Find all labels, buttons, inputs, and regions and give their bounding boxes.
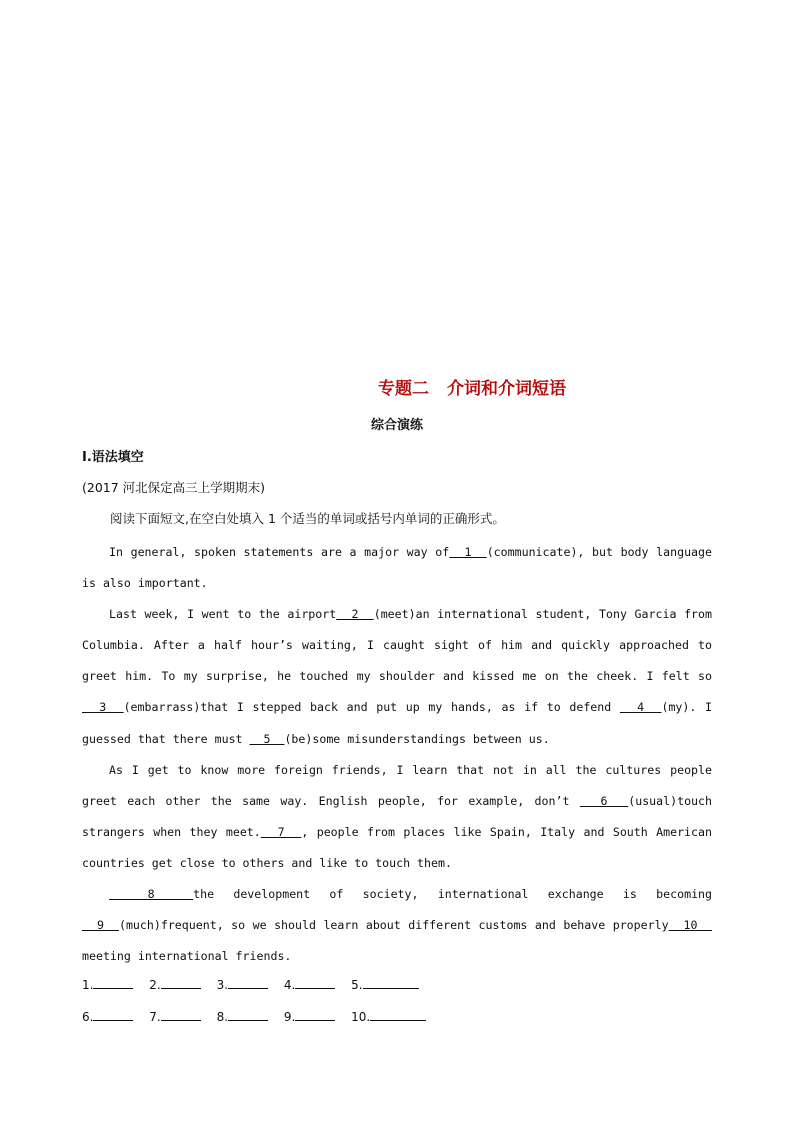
- answer-line[interactable]: [370, 1008, 426, 1021]
- text-run: the development of society, international exchange is becoming: [193, 887, 713, 902]
- section-heading: Ⅰ.语法填空: [82, 450, 144, 465]
- text-run: In general, spoken statements are a major way of: [109, 545, 450, 559]
- answer-row-1: [82, 976, 431, 992]
- paragraph-2: [82, 599, 712, 754]
- text-run: (meet)an international student, Tony Garcia from Columbia. After a half hour’s waiting, I caught sight of him and quickly approached to greet him. To my surprise, he touched my shoulder and kissed me on the cheek. I felt so: [82, 607, 712, 684]
- answer-number: 9.: [283, 1010, 296, 1024]
- answer-slot-4: [284, 976, 335, 992]
- answer-line[interactable]: [295, 1008, 335, 1021]
- answer-number: 4.: [283, 978, 296, 992]
- text-run: (usual)touch strangers when they meet.: [82, 793, 712, 839]
- blank-9: 9: [82, 918, 119, 933]
- answer-line[interactable]: [93, 1008, 133, 1021]
- section-subtitle: 综合演练: [370, 418, 423, 433]
- answer-line[interactable]: [93, 976, 133, 989]
- answer-number: 7.: [149, 1010, 161, 1024]
- answer-slot-3: [217, 976, 268, 992]
- answer-line[interactable]: [228, 1008, 268, 1021]
- blank-8: 8: [109, 887, 194, 902]
- answer-number: 5.: [351, 978, 363, 992]
- answer-line[interactable]: [228, 976, 268, 989]
- blank-6: 6: [579, 793, 629, 808]
- blank-10: 10: [668, 918, 712, 933]
- blank-5: 5: [249, 731, 285, 746]
- paragraph-3: [82, 755, 712, 879]
- answer-slot-8: [217, 1008, 268, 1024]
- topic-name: 介词和介词短语: [447, 379, 566, 399]
- answer-number: 1.: [82, 978, 94, 992]
- answer-number: 8.: [216, 1010, 229, 1024]
- text-run: (be)some misunderstandings between us.: [284, 731, 550, 746]
- answer-line[interactable]: [161, 1008, 201, 1021]
- answer-number: 10.: [351, 1010, 371, 1024]
- blank-4: 4: [619, 700, 662, 715]
- passage: [82, 537, 712, 972]
- blank-3: 3: [82, 700, 124, 715]
- text-run: Last week, I went to the airport: [109, 607, 337, 622]
- answer-slot-7: [149, 1008, 200, 1024]
- answer-number: 2.: [149, 978, 161, 992]
- paragraph-1: [82, 537, 712, 599]
- text-run: As I get to know more foreign friends, I learn that not in all the cultures people greet each other the same way. English people, for example, don’t: [82, 762, 712, 808]
- topic-number: 专题二: [378, 379, 429, 399]
- text-run: (my). I guessed that there must: [82, 700, 712, 746]
- answer-slot-9: [284, 1008, 335, 1024]
- answer-slot-5: [351, 976, 418, 992]
- answer-slot-1: [82, 976, 133, 992]
- blank-7: 7: [260, 824, 302, 839]
- blank-1: 1: [449, 545, 487, 559]
- answer-row-2: [82, 1008, 438, 1024]
- answer-slot-10: [351, 1008, 426, 1024]
- blank-2: 2: [336, 607, 374, 622]
- answer-slot-6: [82, 1008, 133, 1024]
- text-run: , people from places like Spain, Italy and South American countries get close to others and like to touch them.: [82, 824, 712, 870]
- text-run: meeting international friends.: [82, 949, 292, 964]
- answer-line[interactable]: [161, 976, 201, 989]
- exam-source: (2017 河北保定高三上学期期末): [82, 480, 266, 495]
- answer-line[interactable]: [295, 976, 335, 989]
- answer-slot-2: [149, 976, 200, 992]
- answer-number: 3.: [216, 978, 229, 992]
- paragraph-4: [82, 879, 712, 972]
- instruction: 阅读下面短文,在空白处填入 1 个适当的单词或括号内单词的正确形式。: [110, 511, 505, 526]
- text-run: (embarrass)that I stepped back and put up my hands, as if to defend: [123, 700, 620, 715]
- text-run: (much)frequent, so we should learn about different customs and behave properly: [118, 918, 669, 933]
- text-run: (communicate), but body language is also important.: [82, 545, 712, 591]
- topic-title: [0, 374, 794, 399]
- answer-number: 6.: [82, 1010, 94, 1024]
- answer-line[interactable]: [363, 976, 419, 989]
